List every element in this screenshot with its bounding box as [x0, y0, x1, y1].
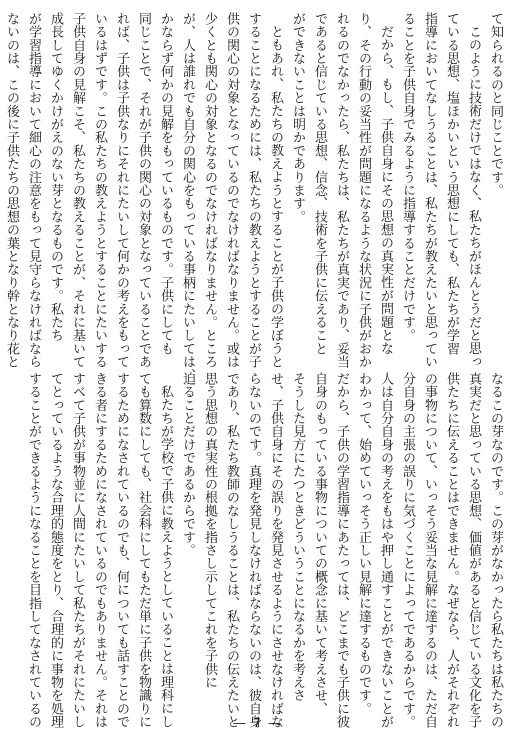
text-line: 自身のもっている事物についての概念に基いて考えさせ、 — [312, 372, 327, 716]
bottom-text-block — [6, 372, 506, 729]
text-line: らないのです。真理を発見しなければならないのは、彼自身 — [246, 372, 261, 729]
text-line: きる者にするためになされているのでもありません。それは — [92, 372, 107, 729]
text-line: ている思想、塩ほかいという思想にしても、私たちが学習 — [444, 12, 459, 356]
text-line: の事物について、いっそう妥当な見解に達するのは、ただ自 — [422, 372, 437, 729]
text-line: だから、もし、子供自身にその思想の真実性が問題とな — [378, 25, 393, 355]
text-line: することになるためには、私たちの教えようとすることが子 — [246, 12, 261, 369]
text-line: 分自身の主張の誤りに気づくことによってであるからです。 — [400, 372, 415, 729]
text-line: 私たちが学校で子供に教えようとしていることは理科にし — [158, 385, 173, 729]
text-line: 成長してゆくかけがえのない芽となるものです。私たち — [48, 12, 63, 342]
text-line: が、人は誰れでも自分の関心をもっている事柄にたいしては、 — [180, 12, 195, 382]
top-text-block — [4, 12, 506, 382]
text-line: そうした見方にたつときどういうことになるかを考えさ — [290, 372, 305, 702]
text-line: 思う思想の真実性の根拠を指さし示してこれを子供に — [202, 372, 217, 689]
text-line: ることを子供自身でみるように指導することだけです。 — [400, 12, 415, 342]
text-line: 人は自分自身の考えをもはや押し通すことができないことが — [378, 372, 393, 729]
text-line: 指導においてなしうることは、私たちが教えたいと思ってい — [422, 12, 437, 369]
text-line: れば、子供は子供なりにそれにたいして何かの考えをもって — [114, 12, 129, 369]
text-line: すべて子供が事物並に人間にたいして私たちがそれにたいし — [70, 372, 85, 729]
text-line: 供の関心の対象となっているのでなければなりません。或は — [224, 12, 239, 369]
text-line: いるはずです。この私たちの教えようとすることにたいする — [92, 12, 107, 369]
page-number: ― 7 ― — [233, 716, 283, 730]
text-line: するためになされているのでも、何についても話すことので — [114, 372, 129, 729]
text-line: れるのでなかったら、私たちは、私たちが真実であり、妥当 — [334, 12, 349, 369]
text-line: なるこの芽なのです。この芽がなかったら私たちは私たちの — [488, 372, 503, 729]
text-line: わかって、始めていっそう正しい見解に達するものです。 — [356, 372, 371, 716]
text-line: てとっているような合理的態度をとり、合理的に事物を処理 — [48, 372, 63, 729]
text-line: が学習指導において細心の注意をもって見守らなければなら — [26, 12, 41, 369]
text-line: ができないことは明かであります。 — [290, 12, 305, 224]
text-line: 迫ることだけであるからです。 — [180, 372, 195, 557]
text-line: であり、私たち教師のなしうることは、私たちの伝えたいと — [224, 372, 239, 729]
text-line: であると信じている思想、信念、技術を子供に伝えること — [312, 12, 327, 356]
text-line: せ、子供自身にその誤りを発見させるようにさせなければな — [268, 372, 283, 729]
text-line: り、その行動の妥当性が問題になるような状況に子供がおか — [356, 12, 371, 369]
text-line: このように技術だけではなく、私たちがほんとうだと思っ — [466, 25, 481, 369]
text-line: ともあれ、私たちの教えようとすることが子供の学ぼうと — [268, 25, 283, 369]
text-line: 供たちに伝えることはできません。なぜなら、人がそれぞれ — [444, 372, 459, 729]
text-line: だから、子供の学習指導にあたっては、どこまでも子供に彼 — [334, 372, 349, 729]
text-line: 真実だと思っている思想、価値があると信じている文化を子 — [466, 372, 481, 729]
text-line: ないのは、この後に子供たちの思想の葉となり幹となり花と — [4, 12, 19, 369]
text-line: 子供自身の見解こそ、私たちの教えることが、それに基いて — [70, 12, 85, 369]
text-line: て知られるのと同じことです。 — [488, 12, 503, 197]
text-line: 同じことで、それが子供の関心の対象となっていることであ — [136, 12, 151, 369]
text-line: ても算数にしても、社会科にしてもただ単に子供を物識りに — [136, 372, 151, 729]
text-line: かならず何かの見解をもっているものです。子供にしても — [158, 12, 173, 356]
text-line: することができるようになることを目指してなされているの — [26, 372, 41, 729]
text-line: 少くとも関心の対象となるのでなければなりません。ところ — [202, 12, 217, 369]
